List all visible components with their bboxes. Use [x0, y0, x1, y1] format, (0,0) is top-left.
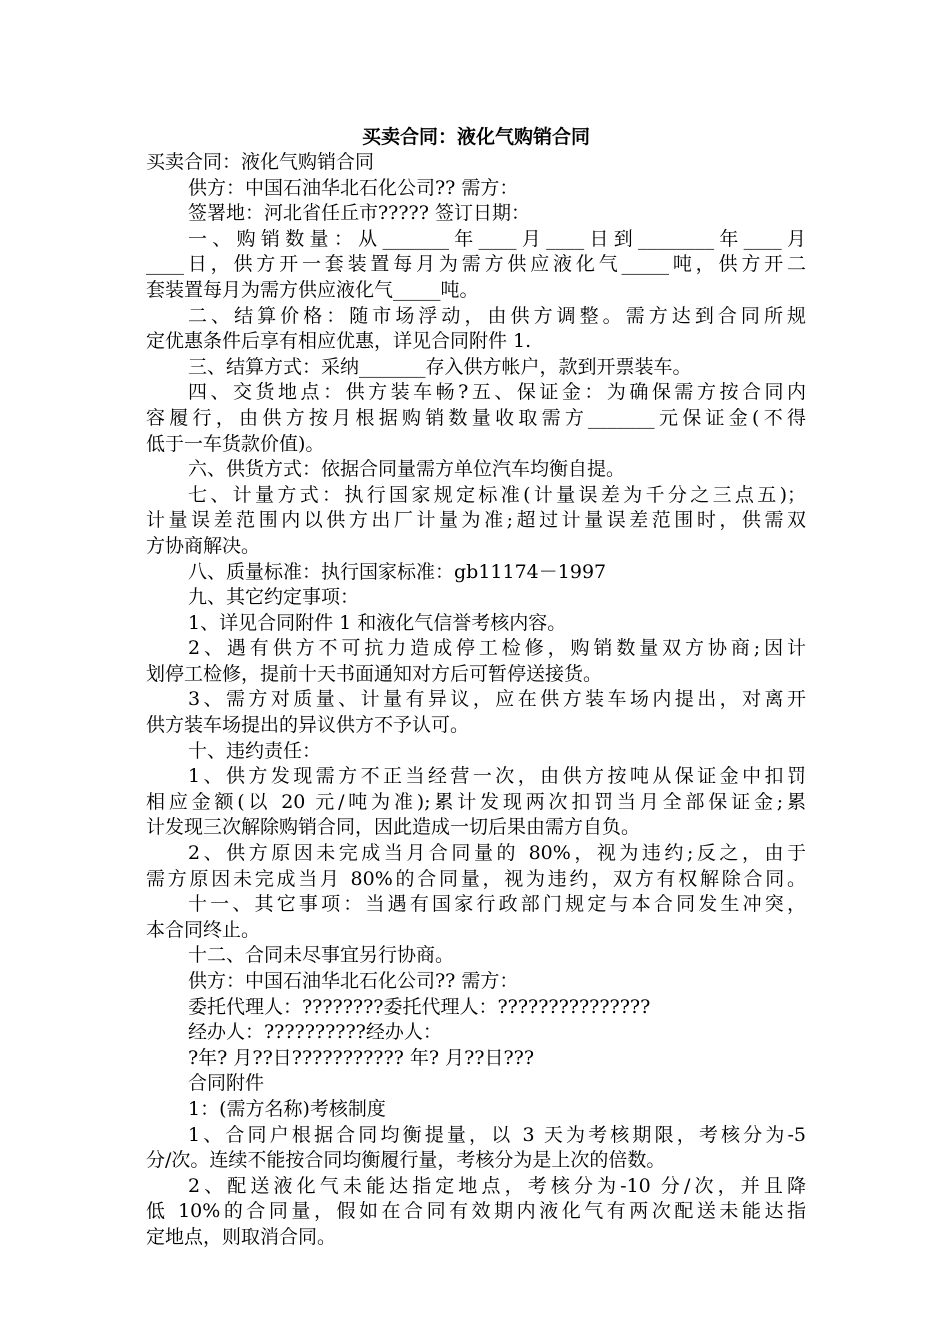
text-line: 1、供方发现需方不正当经营一次，由供方按吨从保证金中扣罚	[188, 765, 806, 788]
text-line: 需方原因未完成当月 80%的合同量，视为违约，双方有权解除合同。	[146, 867, 806, 890]
text-line: 三、结算方式：采纳_______存入供方帐户，款到开票装车。	[188, 355, 692, 378]
text-line: 九、其它约定事项：	[188, 586, 360, 609]
text-line: 十、违约责任：	[188, 739, 322, 762]
text-line: 经办人：??????????经办人：	[188, 1021, 442, 1044]
text-line: 相应金额(以 20 元/吨为准);累计发现两次扣罚当月全部保证金;累	[146, 790, 806, 813]
text-line: 方协商解决。	[146, 534, 261, 557]
text-line: 六、供货方式：依据合同量需方单位汽车均衡自提。	[188, 458, 626, 481]
text-line: 1、详见合同附件 1 和液化气信誉考核内容。	[188, 611, 567, 634]
text-line: ____日，供方开一套装置每月为需方供应液化气_____吨，供方开二	[146, 253, 806, 276]
text-line: 2、供方原因未完成当月合同量的 80%，视为违约;反之，由于	[188, 842, 806, 865]
text-line: ?年? 月??日??????????? 年? 月??日???	[188, 1046, 535, 1069]
text-line: 低于一车货款价值)。	[146, 432, 325, 455]
text-line: 划停工检修，提前十天书面通知对方后可暂停送接货。	[146, 662, 603, 685]
text-line: 买卖合同：液化气购销合同	[146, 151, 375, 173]
text-line: 2、配送液化气未能达指定地点，考核分为-10 分/次，并且降	[188, 1174, 806, 1197]
text-line: 十一、其它事项：当遇有国家行政部门规定与本合同发生冲突，	[188, 893, 806, 916]
document-title: 买卖合同：液化气购销合同	[361, 126, 590, 148]
text-line: 七、计量方式：执行国家规定标准(计量误差为千分之三点五)；	[188, 483, 806, 506]
text-line: 二、结算价格：随市场浮动，由供方调整。需方达到合同所规	[188, 304, 806, 327]
text-line: 分/次。连续不能按合同均衡履行量，考核分为是上次的倍数。	[146, 1149, 666, 1172]
text-line: 1：(需方名称)考核制度	[188, 1097, 386, 1120]
contract-page	[146, 124, 806, 1251]
text-line: 十二、合同未尽事宜另行协商。	[188, 944, 455, 967]
text-line: 计发现三次解除购销合同，因此造成一切后果由需方自负。	[146, 816, 641, 839]
text-line: 签署地：河北省任丘市????? 签订日期：	[188, 202, 530, 225]
text-line: 定地点，则取消合同。	[146, 1225, 337, 1248]
text-line: 低 10%的合同量，假如在合同有效期内液化气有两次配送未能达指	[146, 1200, 806, 1223]
text-line: 2、遇有供方不可抗力造成停工检修，购销数量双方协商;因计	[188, 637, 806, 660]
text-line: 一、购销数量：从_______年____月____日到________年____月	[188, 227, 806, 250]
text-line: 供方装车场提出的异议供方不予认可。	[146, 714, 470, 737]
text-line: 委托代理人：????????委托代理人：???????????????	[188, 995, 651, 1018]
text-line: 1、合同户根据合同均衡提量，以 3 天为考核期限，考核分为-5	[188, 1123, 806, 1146]
text-line: 合同附件	[188, 1072, 265, 1095]
text-line: 定优惠条件后享有相应优惠，详见合同附件 1.	[146, 330, 532, 353]
text-line: 八、质量标准：执行国家标准：gb11174－1997	[188, 560, 607, 583]
text-line: 四、交货地点：供方装车畅?五、保证金：为确保需方按合同内	[188, 381, 806, 404]
text-line: 3、需方对质量、计量有异议，应在供方装车场内提出，对离开	[188, 688, 806, 711]
text-line: 计量误差范围内以供方出厂计量为准;超过计量误差范围时，供需双	[146, 509, 806, 532]
text-line: 容履行，由供方按月根据购销数量收取需方_______元保证金(不得	[146, 406, 806, 429]
text-line: 供方：中国石油华北石化公司?? 需方：	[188, 970, 519, 992]
document-body	[146, 150, 806, 1251]
text-line: 本合同终止。	[146, 918, 261, 941]
text-line: 套装置每月为需方供应液化气_____吨。	[146, 278, 479, 301]
text-line: 供方：中国石油华北石化公司?? 需方：	[188, 176, 519, 199]
